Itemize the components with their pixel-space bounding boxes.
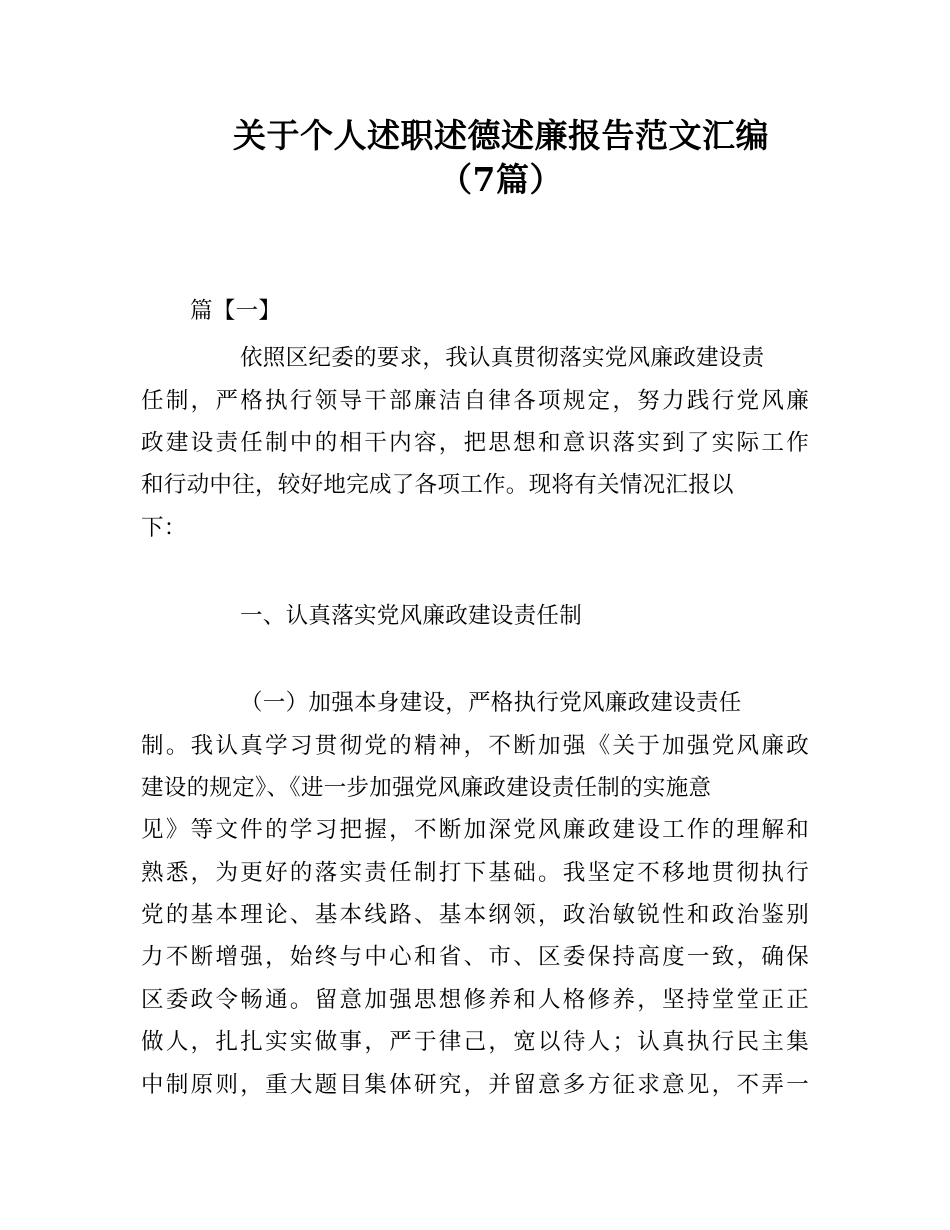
paragraph-line: 党的基本理论、基本线路、基本纲领，政治敏锐性和政治鉴别 — [141, 902, 809, 928]
document-title-count: （7篇） — [439, 160, 563, 199]
paragraph-line: 力不断增强，始终与中心和省、市、区委保持高度一致，确保 — [141, 944, 809, 970]
paragraph-line: 政建设责任制中的相干内容，把思想和意识落实到了实际工作 — [141, 430, 809, 456]
paragraph-line: 任制，严格执行领导干部廉洁自律各项规定，努力践行党风廉 — [141, 388, 809, 414]
section-heading: 篇【一】 — [190, 298, 282, 324]
paragraph-line: 做人，扎扎实实做事，严于律己，宽以待人；认真执行民主集 — [141, 1029, 809, 1055]
paragraph-line: 建设的规定》、《进一步加强党风廉政建设责任制的实施意 — [141, 775, 712, 801]
paragraph-line: 中制原则，重大题目集体研究，并留意多方征求意见，不弄一 — [141, 1072, 809, 1098]
paragraph-line: 见》等文件的学习把握，不断加深党风廉政建设工作的理解和 — [141, 817, 809, 843]
subsection-heading: 一、认真落实党风廉政建设责任制 — [240, 603, 583, 629]
paragraph-line: 熟悉，为更好的落实责任制打下基础。我坚定不移地贯彻执行 — [141, 860, 809, 886]
document-title: 关于个人述职述德述廉报告范文汇编 — [233, 116, 769, 155]
paragraph-line: （一）加强本身建设，严格执行党风廉政建设责任 — [240, 690, 742, 716]
paragraph-line: 制。我认真学习贯彻党的精神，不断加强《关于加强党风廉政 — [141, 733, 809, 759]
paragraph-line: 区委政令畅通。留意加强思想修养和人格修养，坚持堂堂正正 — [141, 987, 809, 1013]
paragraph-line: 依照区纪委的要求，我认真贯彻落实党风廉政建设责 — [240, 345, 765, 371]
paragraph-line: 和行动中往，较好地完成了各项工作。现将有关情况汇报以 — [141, 472, 734, 498]
paragraph-line: 下： — [141, 515, 187, 541]
